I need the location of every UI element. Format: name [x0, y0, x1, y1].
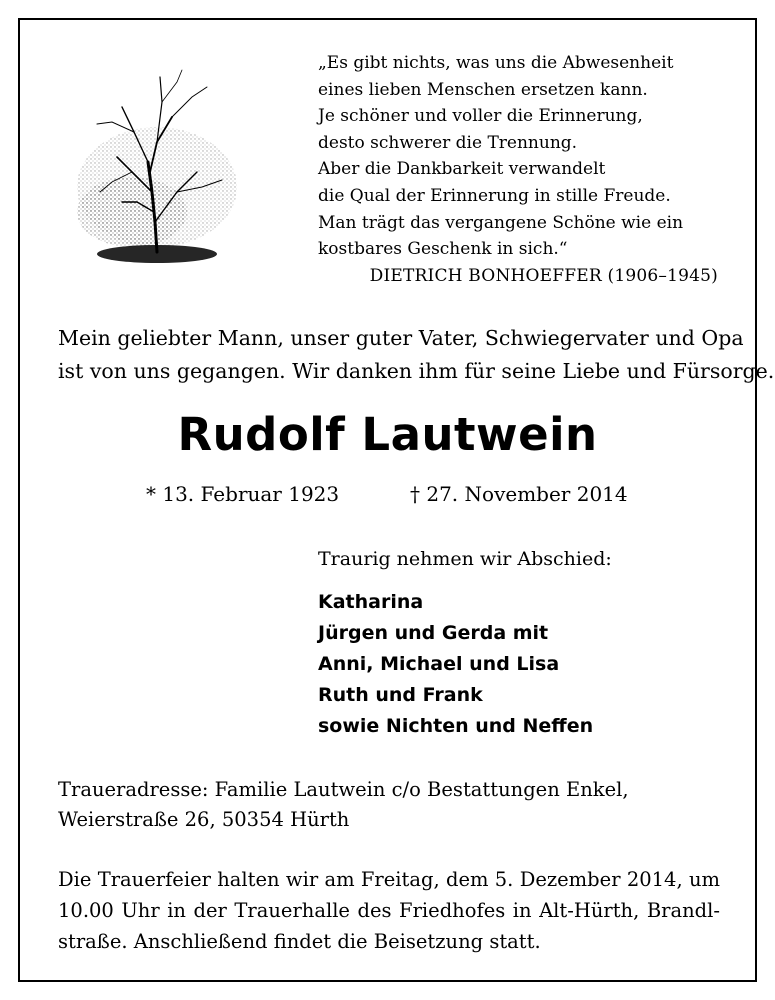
quote-line: „Es gibt nichts, was uns die Abwesenheit [318, 53, 674, 73]
death-date: † 27. November 2014 [410, 482, 628, 506]
deceased-name: Rudolf Lautwein [177, 408, 598, 461]
service-line: Die Trauerfeier halten wir am Freitag, dem 5. Dezember 2014, um [58, 868, 720, 891]
tree-illustration [62, 62, 242, 272]
mourners-list [318, 587, 593, 742]
quote-author: DIETRICH BONHOEFFER (1906–1945) [369, 265, 718, 286]
service-line: 10.00 Uhr in der Trauerhalle des Friedhofes in Alt-Hürth, Brandl- [58, 899, 720, 922]
farewell-text: Traurig nehmen wir Abschied: [318, 548, 612, 570]
mourner-item: Jürgen und Gerda mit [318, 622, 549, 644]
intro-text [58, 322, 775, 388]
quote-line: Aber die Dankbarkeit verwandelt [318, 159, 606, 180]
bonhoeffer-quote [318, 50, 728, 289]
quote-line: Je schöner und voller die Erinnerung, [318, 106, 643, 127]
mourner-item: sowie Nichten und Neffen [318, 715, 594, 737]
quote-line: eines lieben Menschen ersetzen kann. [318, 79, 648, 100]
address-line: Weierstraße 26, 50354 Hürth [58, 808, 350, 831]
service-line: straße. Anschließend findet die Beisetzung statt. [58, 930, 541, 953]
birth-date: * 13. Februar 1923 [146, 482, 340, 506]
mourner-item: Katharina [318, 591, 424, 613]
intro-line: Mein geliebter Mann, unser guter Vater, Schwiegervater und Opa [58, 326, 744, 350]
quote-line: Man trägt das vergangene Schöne wie ein [318, 212, 684, 233]
address-line: Traueradresse: Familie Lautwein c/o Bestattungen Enkel, [58, 778, 629, 801]
quote-line: desto schwerer die Trennung. [318, 132, 578, 153]
funeral-service-info [58, 864, 720, 957]
mourning-address [58, 775, 728, 835]
mourner-item: Ruth und Frank [318, 684, 483, 706]
quote-line: die Qual der Erinnerung in stille Freude. [318, 185, 671, 206]
intro-line: ist von uns gegangen. Wir danken ihm für seine Liebe und Fürsorge. [58, 359, 775, 383]
quote-line: kostbares Geschenk in sich.“ [318, 239, 568, 260]
mourner-item: Anni, Michael und Lisa [318, 653, 560, 675]
